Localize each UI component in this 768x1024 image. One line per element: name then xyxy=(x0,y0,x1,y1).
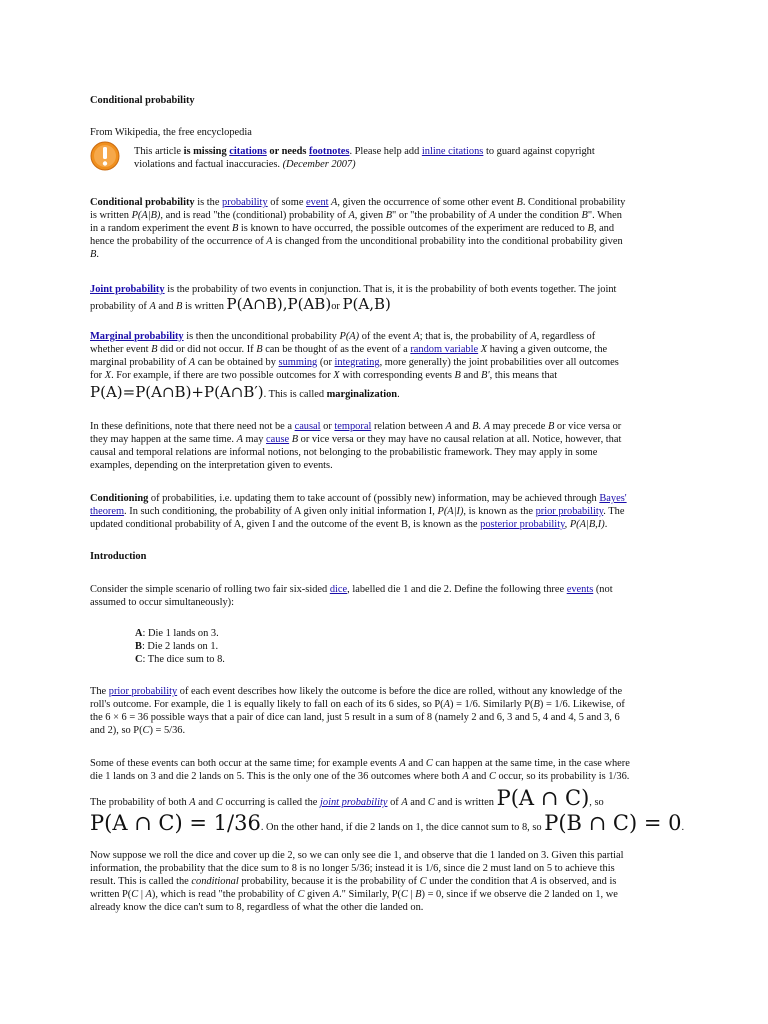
var: B xyxy=(256,344,263,355)
text: ; that is, the probability of xyxy=(419,331,531,342)
text: information, the probability that the dice sum to 8 is no longer 5/36; instead it is 1/6, since die 2 must land on 5 to achieve this xyxy=(90,863,615,874)
link-probability[interactable]: probability xyxy=(222,197,268,208)
text: . In such conditioning, the probability of A given only initial information I, xyxy=(124,506,438,517)
link-footnotes[interactable]: footnotes xyxy=(309,146,350,157)
text: occurring is called the xyxy=(222,797,321,808)
var: A xyxy=(189,797,196,808)
link-joint-probability[interactable]: Joint probability xyxy=(90,284,165,295)
text: | xyxy=(407,889,416,900)
var: C xyxy=(419,876,427,887)
text: . On the other hand, if die 2 lands on 1, the dice cannot sum to 8, so xyxy=(260,822,545,833)
var: P(A) xyxy=(339,331,360,342)
text: is observed, and is xyxy=(537,876,617,887)
text: may xyxy=(242,434,267,445)
text: did or did not occur. If xyxy=(157,344,257,355)
var: P(A|B,I) xyxy=(569,519,605,530)
var: C xyxy=(425,758,433,769)
var: B xyxy=(151,344,158,355)
text: . For example, if there are two possible outcomes for xyxy=(111,370,334,381)
var: A xyxy=(348,210,355,221)
text: with corresponding events xyxy=(339,370,455,381)
text: . Please help add xyxy=(349,146,422,157)
var: A xyxy=(443,699,451,710)
var: B xyxy=(176,301,183,312)
text: Consider the simple scenario of rolling two fair six-sided xyxy=(90,584,330,595)
text: The xyxy=(90,686,109,697)
text: (not xyxy=(593,584,613,595)
text: of each event describes how likely the outcome is before the dice are rolled, without any knowledge of the xyxy=(177,686,623,697)
text: . This is called xyxy=(263,389,327,400)
text: relation between xyxy=(371,421,446,432)
text: . xyxy=(397,389,400,400)
formula-joint-ac-value: P(A ∩ C) = 1/36 xyxy=(90,811,261,835)
text: whether event xyxy=(90,344,152,355)
paragraph-joint-example xyxy=(90,757,685,835)
paragraph-conditioning xyxy=(90,492,680,531)
var: B xyxy=(516,197,523,208)
text: violations and factual inaccuracies. xyxy=(134,159,283,170)
text: can happen at the same time, in the case where xyxy=(432,758,630,769)
text: is written xyxy=(90,210,132,221)
text: , is known as the xyxy=(463,506,536,517)
var: A xyxy=(236,434,243,445)
text: already know the dice can't sum to 8, regardless of what the other die landed on. xyxy=(90,902,424,913)
text: and xyxy=(451,421,473,432)
text: or vice versa or they may have no causal relation at all. Notice, however, that xyxy=(298,434,622,445)
events-list xyxy=(135,627,225,666)
text: hence the probability of the occurrence of xyxy=(90,236,267,247)
var: B xyxy=(533,699,540,710)
link-summing[interactable]: summing xyxy=(278,357,318,368)
text: In these definitions, note that there need not be a xyxy=(90,421,295,432)
text: of xyxy=(387,797,402,808)
text: to guard against copyright xyxy=(483,146,595,157)
citation-notice xyxy=(134,145,674,171)
text: ) = 1/6. Similarly P( xyxy=(450,699,534,710)
text: , regardless of xyxy=(536,331,596,342)
notice-date: (December 2007) xyxy=(282,159,356,170)
link-posterior-probability[interactable]: posterior probability xyxy=(480,519,565,530)
text: . Conditional probability xyxy=(522,197,626,208)
list-item: B: Die 2 lands on 1. xyxy=(135,641,219,652)
var: A xyxy=(483,421,490,432)
term: Conditioning xyxy=(90,493,149,504)
text: . The xyxy=(603,506,625,517)
text: can be obtained by xyxy=(195,357,279,368)
text: ." Similarly, P( xyxy=(339,889,401,900)
paragraph-prior-probability xyxy=(90,685,680,737)
term: Conditional probability xyxy=(90,197,195,208)
text: and xyxy=(460,370,482,381)
link-bayes-theorem[interactable]: Bayes' xyxy=(599,493,627,504)
paragraph-conditional-probability xyxy=(90,196,680,261)
var: C xyxy=(488,771,496,782)
text: ) = 1/6. Likewise, of xyxy=(539,699,625,710)
text: of the event xyxy=(359,331,414,342)
text: , more generally) the joint probabilities over all outcomes xyxy=(379,357,619,368)
text: . xyxy=(681,822,685,833)
var: A xyxy=(145,889,152,900)
text: updated conditional probability of A, given I and the outcome of the event B, is known as the xyxy=(90,519,481,530)
text: , and is read "the (conditional) probability of xyxy=(160,210,349,221)
link-prior-probability[interactable]: prior probability xyxy=(535,506,604,517)
text: occur, so its probability is 1/36. xyxy=(495,771,630,782)
var: B xyxy=(415,889,422,900)
link-temporal[interactable]: temporal xyxy=(334,421,372,432)
text: and 2), so P( xyxy=(90,725,143,736)
link-bayes-theorem-cont[interactable]: theorem xyxy=(90,506,125,517)
term: marginalization xyxy=(326,389,398,400)
text: is then the unconditional probability xyxy=(183,331,340,342)
text: and is written xyxy=(434,797,497,808)
var: A xyxy=(445,421,452,432)
text: and xyxy=(407,797,428,808)
formula-joint: P(A∩B),P(AB) xyxy=(226,295,332,313)
text: is changed from the unconditional probability into the conditional probability given xyxy=(272,236,623,247)
text: of probabilities, i.e. updating them to take account of (possibly new) information, may be achieved through xyxy=(148,493,600,504)
text: and xyxy=(195,797,216,808)
var: X xyxy=(104,370,112,381)
text: (or xyxy=(317,357,335,368)
var: C xyxy=(215,797,223,808)
var: A xyxy=(401,797,408,808)
link-prior-probability-2[interactable]: prior probability xyxy=(108,686,178,697)
page-tagline: From Wikipedia, the free encyclopedia xyxy=(90,127,252,138)
text: ) = 0, since if we observe die 2 landed on 1, we xyxy=(421,889,618,900)
var: B xyxy=(547,421,555,432)
term: conditional xyxy=(191,876,239,887)
text: , this means that xyxy=(489,370,558,381)
text: ". When xyxy=(587,210,622,221)
var: P(A|I) xyxy=(437,506,464,517)
text: is written xyxy=(182,301,227,312)
text: probability, because it is the probability of xyxy=(238,876,420,887)
var: B xyxy=(581,210,588,221)
link-events[interactable]: events xyxy=(566,584,594,595)
var: X xyxy=(478,344,488,355)
var: B xyxy=(231,223,239,234)
var: C xyxy=(427,797,435,808)
var: A xyxy=(328,197,338,208)
var: B xyxy=(385,210,393,221)
paragraph-dice-scenario xyxy=(90,583,680,609)
text: or xyxy=(331,301,343,312)
text: or vice versa or xyxy=(554,421,622,432)
text: ) = 5/36. xyxy=(149,725,186,736)
var: A xyxy=(266,236,273,247)
text: result. This is called the xyxy=(90,876,192,887)
link-marginal-probability[interactable]: Marginal probability xyxy=(90,331,184,342)
var: A xyxy=(530,331,537,342)
text: Now suppose we roll the dice and cover up die 2, so we can only see die 1, and observe that die 1 landed on 3. Given this partial xyxy=(90,850,624,861)
text: die 1 lands on 3 and die 2 lands on 5. This is the only one of the 36 outcomes where both xyxy=(90,771,463,782)
list-item: A: Die 1 lands on 3. xyxy=(135,628,219,639)
text: . xyxy=(478,421,484,432)
formula-marginal: P(A)=P(A∩B)+P(A∩B′) xyxy=(90,383,264,401)
var: X xyxy=(333,370,340,381)
text: in a random experiment the event xyxy=(90,223,232,234)
var: A xyxy=(462,771,469,782)
text: , given the occurrence of some other event xyxy=(337,197,517,208)
text: assumed to occur simultaneously): xyxy=(90,597,234,608)
link-event[interactable]: event xyxy=(306,197,329,208)
var: A xyxy=(188,357,196,368)
link-joint-probability-2[interactable]: joint probability xyxy=(320,797,388,808)
link-causal[interactable]: causal xyxy=(294,421,321,432)
text: , and xyxy=(593,223,615,234)
text: This article xyxy=(134,146,184,157)
var: B xyxy=(289,434,299,445)
formula-joint-ac: P(A ∩ C) xyxy=(496,786,590,810)
formula-joint-bc-value: P(B ∩ C) = 0 xyxy=(544,811,682,835)
paragraph-conditional-example xyxy=(90,849,680,914)
list-item: C: The dice sum to 8. xyxy=(135,654,225,665)
var: B xyxy=(90,249,97,260)
text: | xyxy=(138,889,146,900)
text: and xyxy=(405,758,426,769)
link-citations[interactable]: citations xyxy=(229,146,267,157)
text: roll's outcome. For example, die 1 is equally likely to fall on each of its 6 sides, so P( xyxy=(90,699,444,710)
var: C xyxy=(400,889,408,900)
text: or xyxy=(320,421,335,432)
var: B xyxy=(454,370,461,381)
text: examples, depending on the interpretation given to events. xyxy=(90,460,333,471)
text: the 6 × 6 = 36 possible ways that a pair of dice can land, just 5 result in a sum of 8 (namely 2 and 6, 3 and 5, 4 and 4, 5 and 3, 6 xyxy=(90,712,620,723)
text: is the xyxy=(194,197,223,208)
text: causal and temporal relations are informal notions, not belonging to the probabilistic framework. They may apply in some xyxy=(90,447,598,458)
var: B xyxy=(587,223,594,234)
paragraph-causality xyxy=(90,420,680,472)
link-random-variable[interactable]: random variable xyxy=(410,344,479,355)
text: " or "the probability of xyxy=(392,210,490,221)
text: is missing xyxy=(183,146,230,157)
text: is known to have occurred, the possible outcomes of the experiment are reduced to xyxy=(238,223,588,234)
text: can be thought of as the event of a xyxy=(262,344,411,355)
text: . xyxy=(96,249,99,260)
var: A xyxy=(332,889,340,900)
text: . xyxy=(604,519,608,530)
text: is the probability of two events in conjunction. That is, it is the probability of both events together. The joint xyxy=(164,284,617,295)
link-dice[interactable]: dice xyxy=(329,584,348,595)
text: given xyxy=(304,889,333,900)
var: C xyxy=(297,889,305,900)
var: A xyxy=(530,876,538,887)
var: P(A|B) xyxy=(131,210,161,221)
link-integrating[interactable]: integrating xyxy=(334,357,380,368)
paragraph-joint-probability xyxy=(90,283,680,313)
var: B' xyxy=(481,370,490,381)
text: having a given outcome, the xyxy=(487,344,608,355)
text: , xyxy=(564,519,570,530)
var: A xyxy=(413,331,420,342)
text: , labelled die 1 and die 2. Define the following three xyxy=(347,584,567,595)
section-heading-introduction: Introduction xyxy=(90,551,147,562)
text: Some of these events can both occur at the same time; for example events xyxy=(90,758,400,769)
text: , given xyxy=(354,210,386,221)
warning-icon xyxy=(90,141,120,171)
text: of some xyxy=(267,197,307,208)
text: , so xyxy=(589,797,604,808)
var: C xyxy=(131,889,139,900)
text: written P( xyxy=(90,889,132,900)
text: and xyxy=(468,771,489,782)
text: they may happen at the same time. xyxy=(90,434,237,445)
page-title: Conditional probability xyxy=(90,95,195,106)
text: ), which is read "the probability of xyxy=(151,889,298,900)
text: or needs xyxy=(266,146,310,157)
text: under the condition xyxy=(495,210,582,221)
var: A xyxy=(489,210,496,221)
text: probability of xyxy=(90,301,150,312)
text: under the condition that xyxy=(426,876,531,887)
var: A xyxy=(399,758,406,769)
link-inline-citations[interactable]: inline citations xyxy=(421,146,484,157)
var: C xyxy=(142,725,150,736)
text: for xyxy=(90,370,105,381)
text: and xyxy=(155,301,177,312)
text: The probability of both xyxy=(90,797,190,808)
var: B xyxy=(472,421,479,432)
link-cause[interactable]: cause xyxy=(266,434,290,445)
formula-joint-comma: P(A,B) xyxy=(342,295,391,313)
var: A xyxy=(149,301,156,312)
paragraph-marginal-probability xyxy=(90,330,680,401)
text: marginal probability of xyxy=(90,357,189,368)
text: may precede xyxy=(489,421,548,432)
